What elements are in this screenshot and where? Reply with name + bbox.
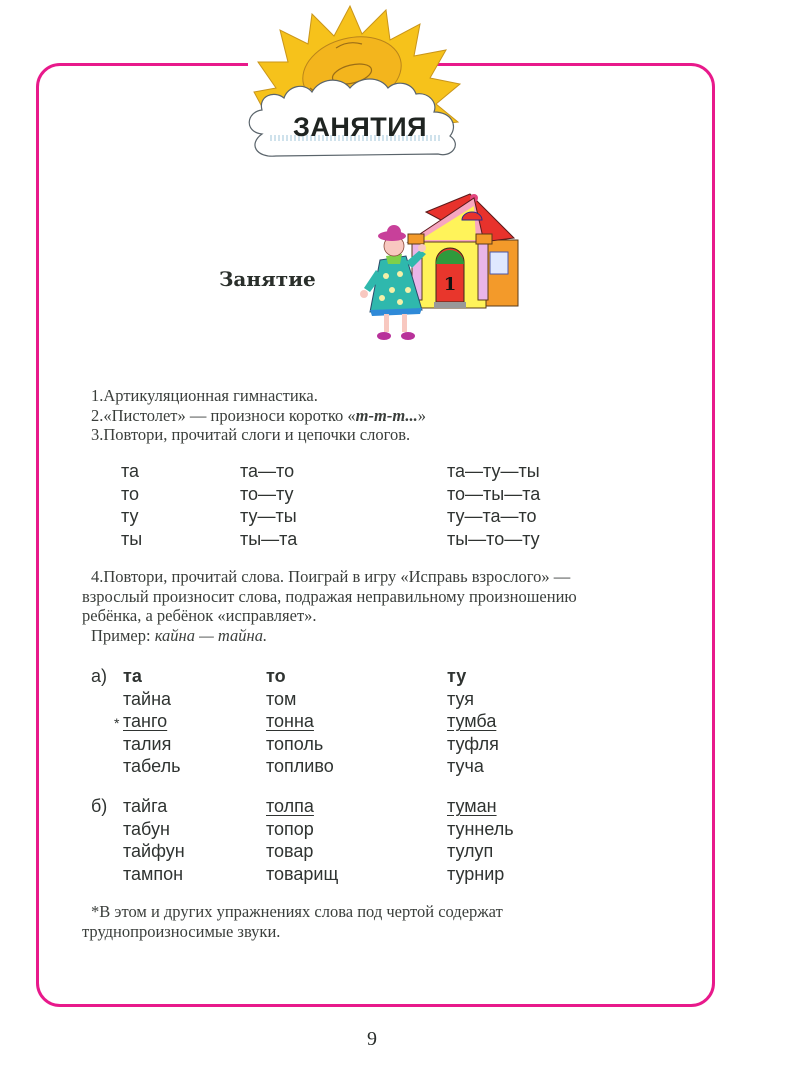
- exercise-4-line: ребёнка, а ребёнок «исправляет».: [82, 606, 317, 625]
- syllables-col-3: [447, 460, 540, 550]
- instruction-text: «Пистолет» — произноси коротко «: [103, 405, 356, 425]
- instruction-3: [91, 425, 426, 445]
- exercise-4-line: 4.Повтори, прочитай слова. Поиграй в игру «Исправь взрослого» —: [91, 567, 571, 586]
- syllable-chain: та—ту—ты: [447, 461, 540, 481]
- word: табун: [123, 818, 170, 839]
- footnote-line: *В этом и других упражнениях слова под чертой содержат: [91, 902, 503, 921]
- word-underlined: танго: [123, 711, 168, 731]
- example-line: [82, 626, 682, 646]
- example-label: Пример:: [91, 625, 155, 645]
- syllable: ты: [121, 528, 143, 549]
- word-underlined: тумба: [447, 711, 497, 731]
- column-header: ту: [447, 666, 467, 686]
- column-header: та: [123, 666, 142, 686]
- syllable: та: [121, 461, 140, 481]
- section-title: ЗАНЯТИЯ: [292, 112, 428, 142]
- syllables-col-2: [240, 460, 297, 550]
- word: турнир: [447, 863, 505, 884]
- words-a-col-3: [447, 665, 499, 778]
- instructions-list: [91, 386, 426, 445]
- word: тайфун: [123, 841, 185, 861]
- word: туча: [447, 756, 484, 776]
- syllable-chain: ты—то—ту: [447, 528, 540, 549]
- syllable-chain: ту—ты: [240, 506, 297, 526]
- syllable: то: [121, 483, 140, 504]
- word: топор: [266, 818, 314, 839]
- girl-and-house-illustration: [350, 190, 530, 345]
- word: туннель: [447, 818, 514, 839]
- syllable: ту: [121, 506, 139, 526]
- lesson-title: Занятие: [219, 267, 316, 291]
- exercise-4: [82, 567, 682, 645]
- words-b-col-3: [447, 795, 514, 885]
- instruction-1: [91, 386, 426, 406]
- word-underlined: толпа: [266, 796, 314, 816]
- instruction-text: Артикуляционная гимнастика.: [103, 386, 318, 405]
- syllable-chain: то—ты—та: [447, 483, 541, 504]
- instruction-text-end: »: [417, 405, 426, 425]
- example-text: кайна — тайна.: [154, 625, 268, 645]
- word: тополь: [266, 733, 324, 754]
- word: том: [266, 688, 297, 709]
- page-number: 9: [367, 1028, 377, 1050]
- instruction-2: [91, 406, 426, 426]
- instruction-number: 3.: [91, 425, 104, 444]
- word: туя: [447, 688, 474, 709]
- word-underlined: тонна: [266, 711, 314, 731]
- group-b-label: б): [91, 796, 108, 816]
- word: тампон: [123, 863, 184, 884]
- word: тулуп: [447, 841, 494, 861]
- word: табель: [123, 756, 181, 776]
- footnote-marker: *: [114, 715, 120, 731]
- syllable-chain: ты—та: [240, 528, 298, 549]
- syllables-col-1: [121, 460, 142, 550]
- words-a-col-1: [123, 665, 180, 778]
- column-header: то: [266, 666, 286, 686]
- instruction-text: Повтори, прочитай слоги и цепочки слогов.: [103, 425, 411, 444]
- word: тайна: [123, 688, 172, 709]
- words-a-col-2: [266, 665, 334, 778]
- words-b-col-1: [123, 795, 185, 885]
- footnote-line: труднопроизносимые звуки.: [82, 921, 281, 941]
- word: топливо: [266, 756, 334, 776]
- footnote: [82, 902, 682, 941]
- exercise-4-line: взрослый произносит слова, подражая неправильному произношению: [82, 586, 577, 606]
- group-a-label: а): [91, 666, 108, 686]
- instruction-number: 1.: [91, 386, 104, 405]
- instruction-emphasis: т-т-т...: [355, 405, 418, 425]
- words-b-col-2: [266, 795, 338, 885]
- syllable-chain: ту—та—то: [447, 506, 537, 526]
- syllable-chain: то—ту: [240, 483, 294, 504]
- word: тайга: [123, 796, 168, 816]
- word: товар: [266, 841, 314, 861]
- syllable-chain: та—то: [240, 461, 295, 481]
- word: талия: [123, 733, 172, 754]
- instruction-number: 2.: [91, 405, 104, 425]
- word-underlined: туман: [447, 796, 497, 816]
- lesson-number: 1: [443, 274, 457, 295]
- word: туфля: [447, 733, 499, 754]
- word: товарищ: [266, 863, 339, 884]
